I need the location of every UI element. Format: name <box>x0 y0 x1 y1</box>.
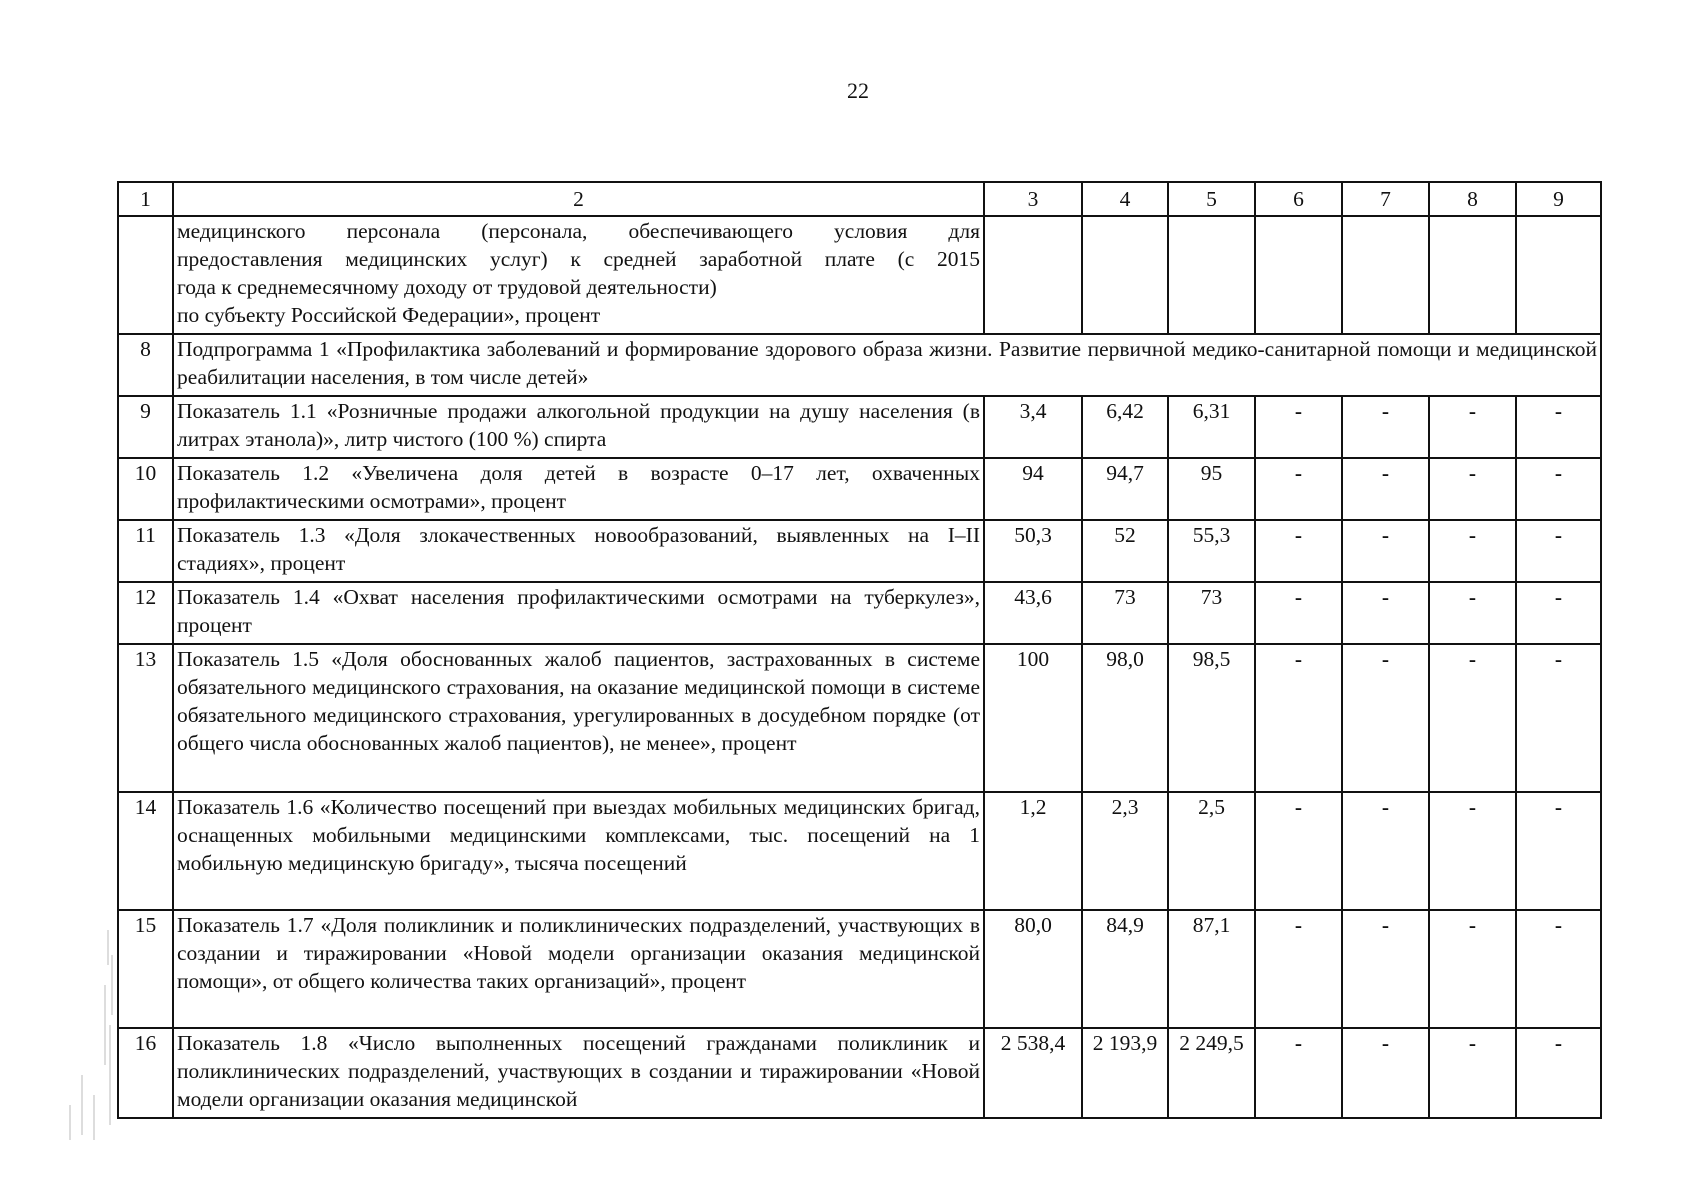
row-description: Показатель 1.5 «Доля обоснованных жалоб пациентов, застрахованных в системе обязательного медицинского страхования, на оказание медицинской помощи в системе обязательного медицинского страхования, урегулированных в досудебном порядке (от общего числа обоснованных жалоб пациентов), не менее», процент <box>173 644 984 792</box>
value-col-4: 94,7 <box>1082 458 1168 520</box>
header-cell: 6 <box>1255 182 1342 216</box>
header-cell: 2 <box>173 182 984 216</box>
table-row <box>118 792 1601 910</box>
value-col-4: 98,0 <box>1082 644 1168 792</box>
row-description: Показатель 1.1 «Розничные продажи алкогольной продукции на душу населения (в литрах этанола)», литр чистого (100 %) спирта <box>173 396 984 458</box>
header-cell: 4 <box>1082 182 1168 216</box>
row-description: Показатель 1.3 «Доля злокачественных новообразований, выявленных на I–II стадиях», процент <box>173 520 984 582</box>
value-col-6: - <box>1255 644 1342 792</box>
table-row <box>118 644 1601 792</box>
row-number: 16 <box>118 1028 173 1118</box>
value-col-3: 2 538,4 <box>984 1028 1082 1118</box>
bleed-through-marks <box>62 925 117 1145</box>
continuation-row <box>118 216 1601 334</box>
value-col-3: 50,3 <box>984 520 1082 582</box>
value-col-6: - <box>1255 1028 1342 1118</box>
value-col-5: 73 <box>1168 582 1255 644</box>
header-cell: 9 <box>1516 182 1601 216</box>
row-number: 9 <box>118 396 173 458</box>
desc-line: по субъекту Российской Федерации», процент <box>177 303 601 327</box>
value-col-3: 43,6 <box>984 582 1082 644</box>
desc-line: предоставления медицинских услуг) к средней заработной плате (с 2015 <box>177 247 980 271</box>
desc-line: года к среднемесячному доходу от трудовой деятельности) <box>177 275 717 299</box>
row-number: 15 <box>118 910 173 1028</box>
value-col-9: - <box>1516 910 1601 1028</box>
value-col-3: 1,2 <box>984 792 1082 910</box>
value-col-4: 73 <box>1082 582 1168 644</box>
value-col-6: - <box>1255 792 1342 910</box>
value-col-9: - <box>1516 1028 1601 1118</box>
page-number: 22 <box>847 78 869 103</box>
row-number: 11 <box>118 520 173 582</box>
value-col-5: 2,5 <box>1168 792 1255 910</box>
value-col-9: - <box>1516 458 1601 520</box>
value-col-8: - <box>1429 1028 1516 1118</box>
row-number: 13 <box>118 644 173 792</box>
value-col-8: - <box>1429 792 1516 910</box>
value-col-7: - <box>1342 396 1429 458</box>
value-col-7: - <box>1342 520 1429 582</box>
value-col-9: - <box>1516 644 1601 792</box>
value-col-8: - <box>1429 458 1516 520</box>
value-col-7: - <box>1342 910 1429 1028</box>
row-description: Показатель 1.2 «Увеличена доля детей в возрасте 0–17 лет, охваченных профилактическими осмотрами», процент <box>173 458 984 520</box>
value-col-9: - <box>1516 792 1601 910</box>
value-col-7: - <box>1342 582 1429 644</box>
header-cell: 8 <box>1429 182 1516 216</box>
row-description: Показатель 1.7 «Доля поликлиник и поликлинических подразделений, участвующих в создании и тиражировании «Новой модели организации оказания медицинской помощи», от общего количества таких организаций», процент <box>173 910 984 1028</box>
value-col-5: 6,31 <box>1168 396 1255 458</box>
table-row <box>118 582 1601 644</box>
value-col-5: 95 <box>1168 458 1255 520</box>
value-col-6: - <box>1255 458 1342 520</box>
value-col-4: 6,42 <box>1082 396 1168 458</box>
value-col-4: 2,3 <box>1082 792 1168 910</box>
table-row <box>118 458 1601 520</box>
value-col-8: - <box>1429 396 1516 458</box>
value-col-4: 2 193,9 <box>1082 1028 1168 1118</box>
row-description: Показатель 1.8 «Число выполненных посещений гражданами поликлиник и поликлинических подразделений, участвующих в создании и тиражировании «Новой модели организации оказания медицинской <box>173 1028 984 1118</box>
value-col-9: - <box>1516 396 1601 458</box>
value-col-5: 98,5 <box>1168 644 1255 792</box>
value-col-8: - <box>1429 520 1516 582</box>
value-col-7: - <box>1342 458 1429 520</box>
value-col-6: - <box>1255 910 1342 1028</box>
value-col-3: 94 <box>984 458 1082 520</box>
value-col-8: - <box>1429 910 1516 1028</box>
row-number: 12 <box>118 582 173 644</box>
header-cell: 1 <box>118 182 173 216</box>
value-col-6: - <box>1255 520 1342 582</box>
value-col-5: 55,3 <box>1168 520 1255 582</box>
subprogram-row <box>118 334 1601 396</box>
value-col-7: - <box>1342 1028 1429 1118</box>
table-row <box>118 396 1601 458</box>
value-col-8: - <box>1429 582 1516 644</box>
value-col-3: 3,4 <box>984 396 1082 458</box>
subprogram-title: Подпрограмма 1 «Профилактика заболеваний и формирование здорового образа жизни. Развитие первичной медико-санитарной помощи и медицинской реабилитации населения, в том числе детей» <box>173 334 1601 396</box>
table-row <box>118 1028 1601 1118</box>
value-col-8: - <box>1429 644 1516 792</box>
row-number: 14 <box>118 792 173 910</box>
header-cell: 7 <box>1342 182 1429 216</box>
row-description <box>173 216 984 334</box>
header-cell: 3 <box>984 182 1082 216</box>
value-col-3: 100 <box>984 644 1082 792</box>
table-row <box>118 910 1601 1028</box>
value-col-4: 84,9 <box>1082 910 1168 1028</box>
value-col-6: - <box>1255 582 1342 644</box>
row-description: Показатель 1.6 «Количество посещений при выездах мобильных медицинских бригад, оснащенных мобильными медицинскими комплексами, тыс. посещений на 1 мобильную медицинскую бригаду», тысяча посещений <box>173 792 984 910</box>
value-col-4: 52 <box>1082 520 1168 582</box>
value-col-7: - <box>1342 644 1429 792</box>
table-row <box>118 520 1601 582</box>
row-number: 8 <box>118 334 173 396</box>
column-number-header <box>118 182 1601 216</box>
value-col-5: 87,1 <box>1168 910 1255 1028</box>
row-number <box>118 216 173 334</box>
row-description: Показатель 1.4 «Охват населения профилактическими осмотрами на туберкулез», процент <box>173 582 984 644</box>
value-col-3: 80,0 <box>984 910 1082 1028</box>
header-cell: 5 <box>1168 182 1255 216</box>
desc-line: медицинского персонала (персонала, обеспечивающего условия для <box>177 219 980 243</box>
value-col-6: - <box>1255 396 1342 458</box>
value-col-9: - <box>1516 582 1601 644</box>
row-number: 10 <box>118 458 173 520</box>
indicators-table <box>117 181 1602 1119</box>
value-col-5: 2 249,5 <box>1168 1028 1255 1118</box>
value-col-9: - <box>1516 520 1601 582</box>
value-col-7: - <box>1342 792 1429 910</box>
